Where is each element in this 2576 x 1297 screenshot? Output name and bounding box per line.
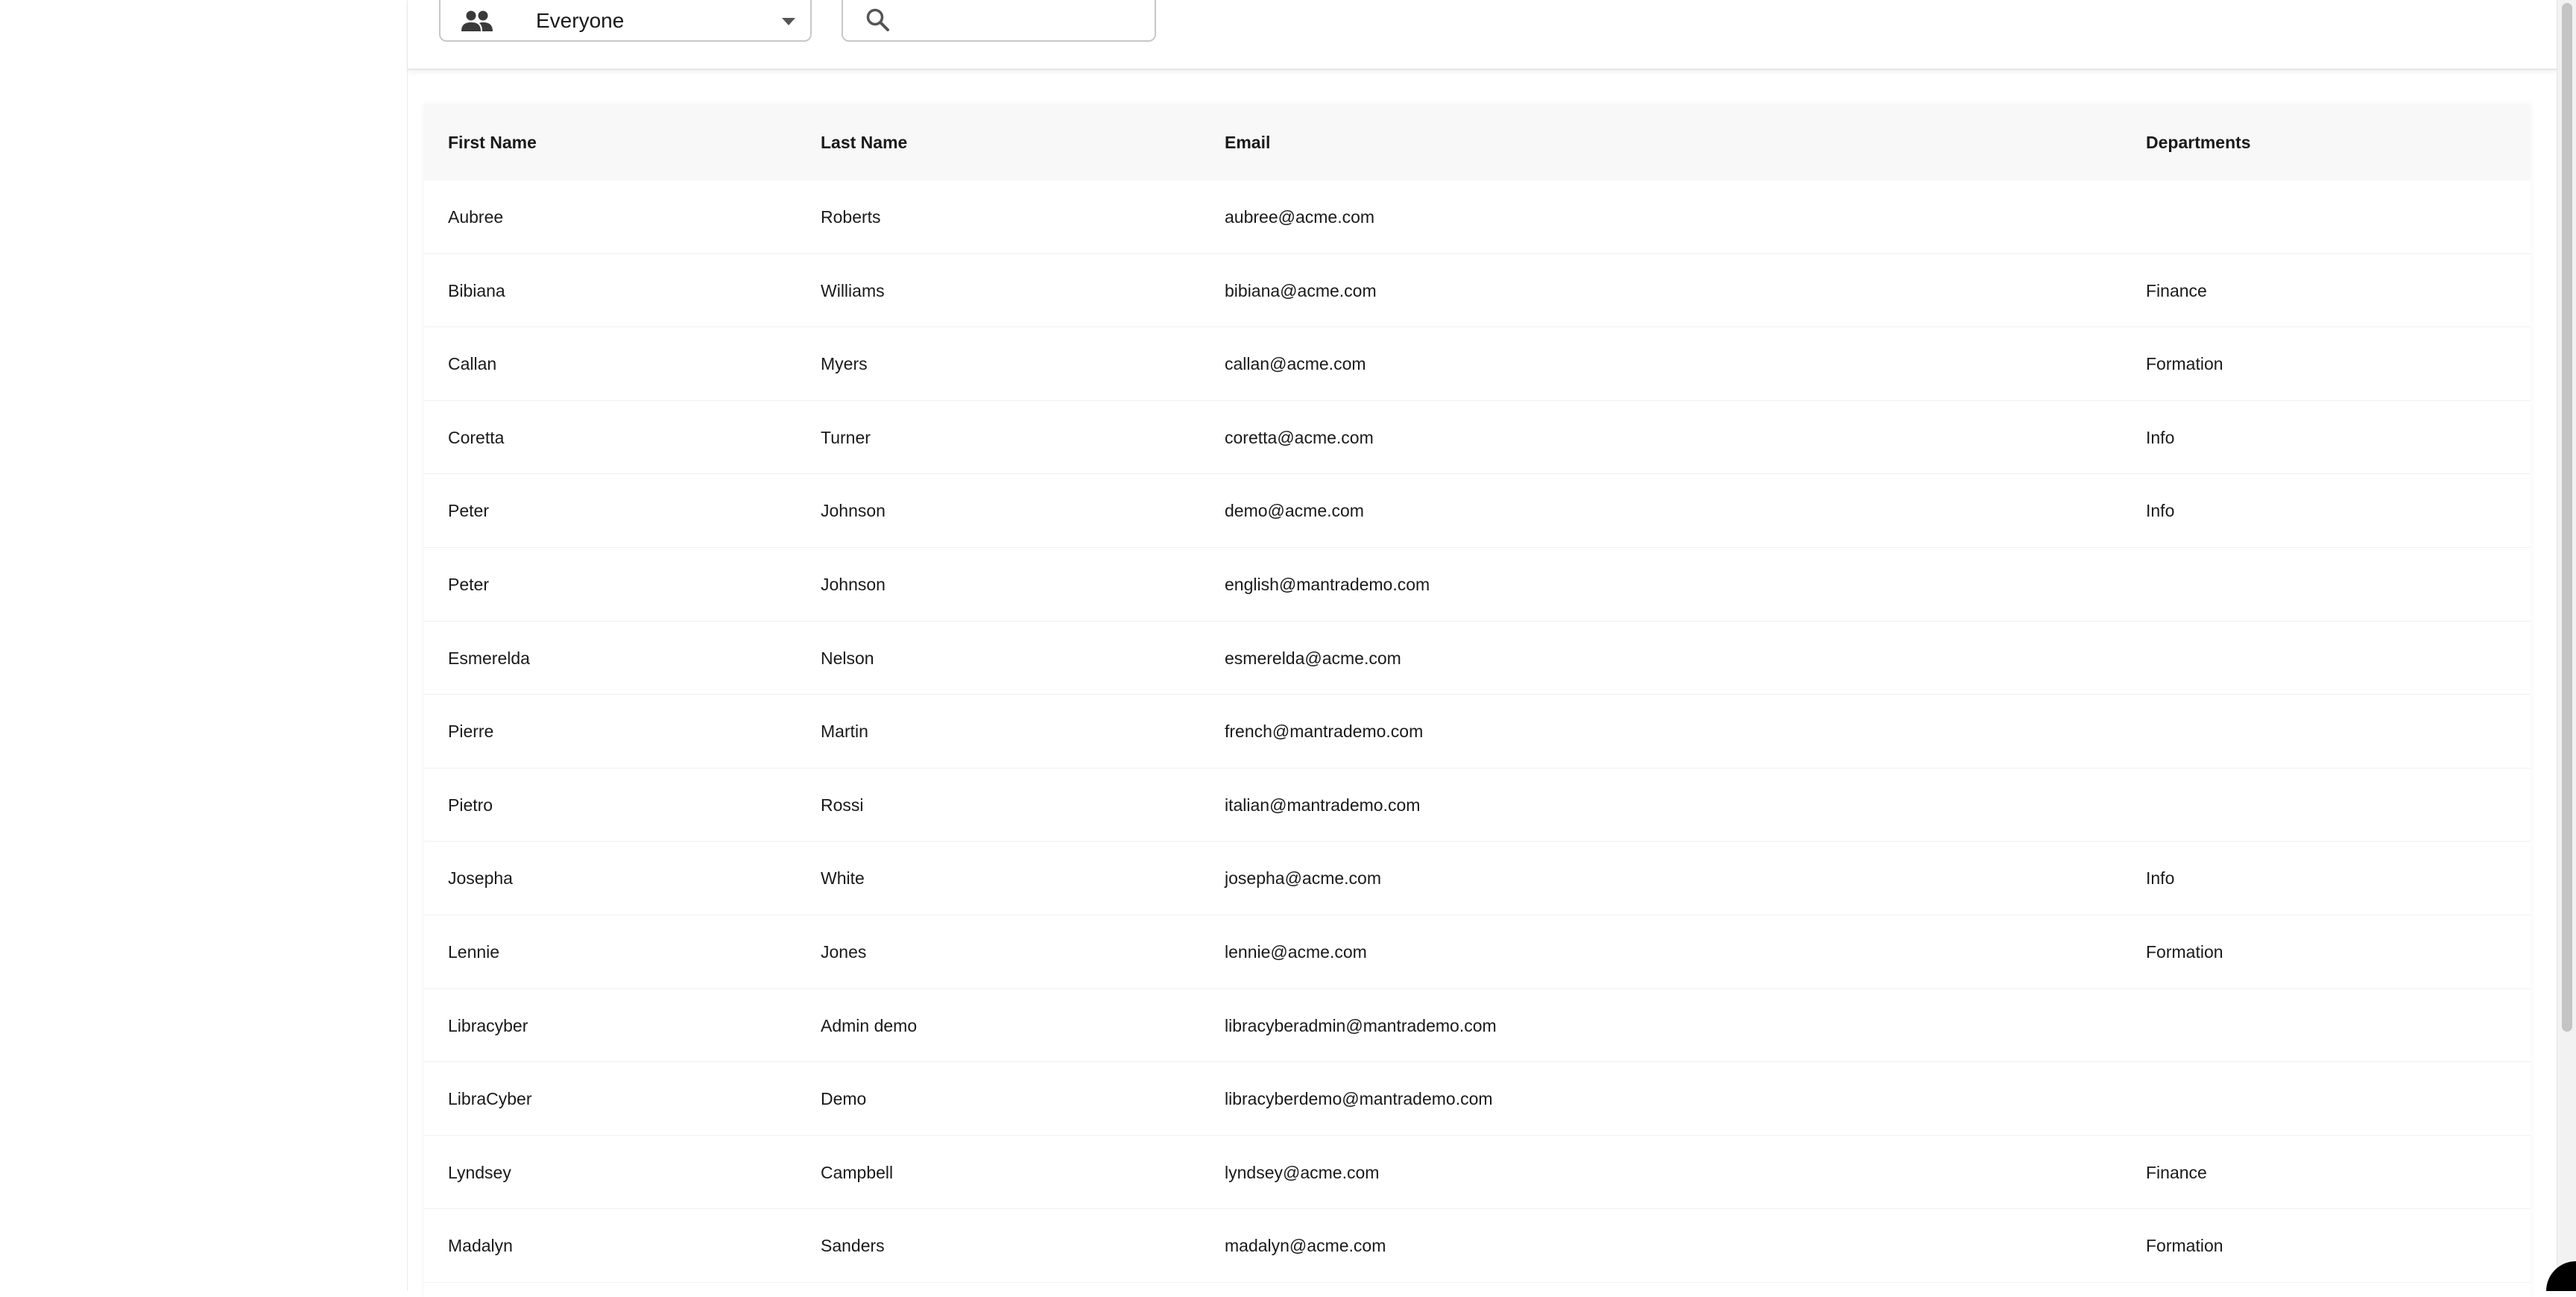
cell-last-name: Myers xyxy=(821,327,868,400)
cell-last-name: Campbell xyxy=(821,1136,893,1209)
table-row[interactable] xyxy=(424,474,2531,548)
cell-department: Formation xyxy=(2146,1209,2223,1282)
table-row[interactable] xyxy=(424,915,2531,989)
cell-first-name: Peter xyxy=(448,548,489,621)
cell-email: josepha@acme.com xyxy=(1225,842,1381,915)
cell-last-name: Turner xyxy=(821,401,871,474)
cell-first-name: Pietro xyxy=(448,769,493,842)
cell-first-name: Peter xyxy=(448,474,489,547)
cell-first-name: Lyndsey xyxy=(448,1136,511,1209)
table-row[interactable] xyxy=(424,1062,2531,1136)
cell-first-name: Esmerelda xyxy=(448,622,530,695)
column-header-last-name[interactable]: Last Name xyxy=(821,104,907,180)
cell-department: Info xyxy=(2146,474,2174,547)
table-row[interactable] xyxy=(424,842,2531,915)
cell-last-name: Rossi xyxy=(821,769,864,842)
cell-first-name: Josepha xyxy=(448,842,513,915)
cell-email: bibiana@acme.com xyxy=(1225,254,1377,327)
table-row[interactable] xyxy=(424,1136,2531,1210)
table-row[interactable] xyxy=(424,327,2531,401)
audience-select-value: Everyone xyxy=(536,7,624,34)
cell-first-name: LibraCyber xyxy=(448,1062,532,1135)
cell-department: Finance xyxy=(2146,254,2207,327)
table-row[interactable] xyxy=(424,548,2531,622)
cell-last-name: Sanders xyxy=(821,1209,885,1282)
scrollbar-thumb[interactable] xyxy=(2562,3,2572,1032)
cell-email: madalyn@acme.com xyxy=(1225,1209,1386,1282)
cell-department: Info xyxy=(2146,842,2174,915)
cell-email: aubree@acme.com xyxy=(1225,180,1374,253)
table-row[interactable] xyxy=(424,1209,2531,1283)
cell-email: italian@mantrademo.com xyxy=(1225,769,1420,842)
column-header-departments[interactable]: Departments xyxy=(2146,104,2251,180)
cell-email: demo@acme.com xyxy=(1225,474,1364,547)
cell-first-name: Aubree xyxy=(448,180,503,253)
cell-last-name: Martin xyxy=(821,695,868,768)
cell-first-name: Libracyber xyxy=(448,989,528,1062)
table-header-row xyxy=(424,104,2531,180)
table-row[interactable] xyxy=(424,769,2531,842)
main-content xyxy=(407,0,2557,1291)
table-row[interactable] xyxy=(424,401,2531,475)
cell-first-name: Pierre xyxy=(448,695,493,768)
people-icon xyxy=(461,10,493,31)
cell-last-name: Johnson xyxy=(821,548,886,621)
cell-last-name: Nelson xyxy=(821,622,874,695)
cell-first-name: Bibiana xyxy=(448,254,505,327)
search-icon xyxy=(865,7,889,31)
cell-email: english@mantrademo.com xyxy=(1225,548,1430,621)
search-box[interactable] xyxy=(842,0,1156,42)
cell-last-name: Demo xyxy=(821,1062,866,1135)
search-input[interactable] xyxy=(904,3,1143,33)
table-row[interactable] xyxy=(424,695,2531,769)
cell-email: callan@acme.com xyxy=(1225,327,1366,400)
table-row[interactable] xyxy=(424,989,2531,1063)
cell-first-name: Madalyn xyxy=(448,1209,513,1282)
cell-department: Formation xyxy=(2146,327,2223,400)
cell-department: Info xyxy=(2146,401,2174,474)
cell-last-name: White xyxy=(821,842,865,915)
cell-last-name: Williams xyxy=(821,254,885,327)
cell-email: lyndsey@acme.com xyxy=(1225,1136,1379,1209)
table-row[interactable] xyxy=(424,622,2531,695)
caret-down-icon xyxy=(782,18,795,25)
sidebar xyxy=(0,0,407,1291)
cell-first-name: Lennie xyxy=(448,915,499,988)
cell-email: coretta@acme.com xyxy=(1225,401,1374,474)
users-table xyxy=(424,104,2531,1297)
cell-email: esmerelda@acme.com xyxy=(1225,622,1401,695)
table-body xyxy=(424,180,2531,1283)
cell-last-name: Johnson xyxy=(821,474,886,547)
cell-last-name: Roberts xyxy=(821,180,881,253)
cell-last-name: Jones xyxy=(821,915,866,988)
cell-email: libracyberdemo@mantrademo.com xyxy=(1225,1062,1493,1135)
cell-email: french@mantrademo.com xyxy=(1225,695,1423,768)
filter-toolbar xyxy=(408,0,2557,70)
column-header-first-name[interactable]: First Name xyxy=(448,104,537,180)
column-header-email[interactable]: Email xyxy=(1225,104,1270,180)
table-row[interactable] xyxy=(424,254,2531,328)
cell-first-name: Callan xyxy=(448,327,496,400)
vertical-scrollbar[interactable] xyxy=(2557,0,2576,1291)
cell-department: Formation xyxy=(2146,915,2223,988)
table-row[interactable] xyxy=(424,180,2531,254)
cell-first-name: Coretta xyxy=(448,401,504,474)
cell-last-name: Admin demo xyxy=(821,989,917,1062)
audience-select[interactable] xyxy=(439,0,812,42)
cell-department: Finance xyxy=(2146,1136,2207,1209)
cell-email: lennie@acme.com xyxy=(1225,915,1367,988)
cell-email: libracyberadmin@mantrademo.com xyxy=(1225,989,1497,1062)
